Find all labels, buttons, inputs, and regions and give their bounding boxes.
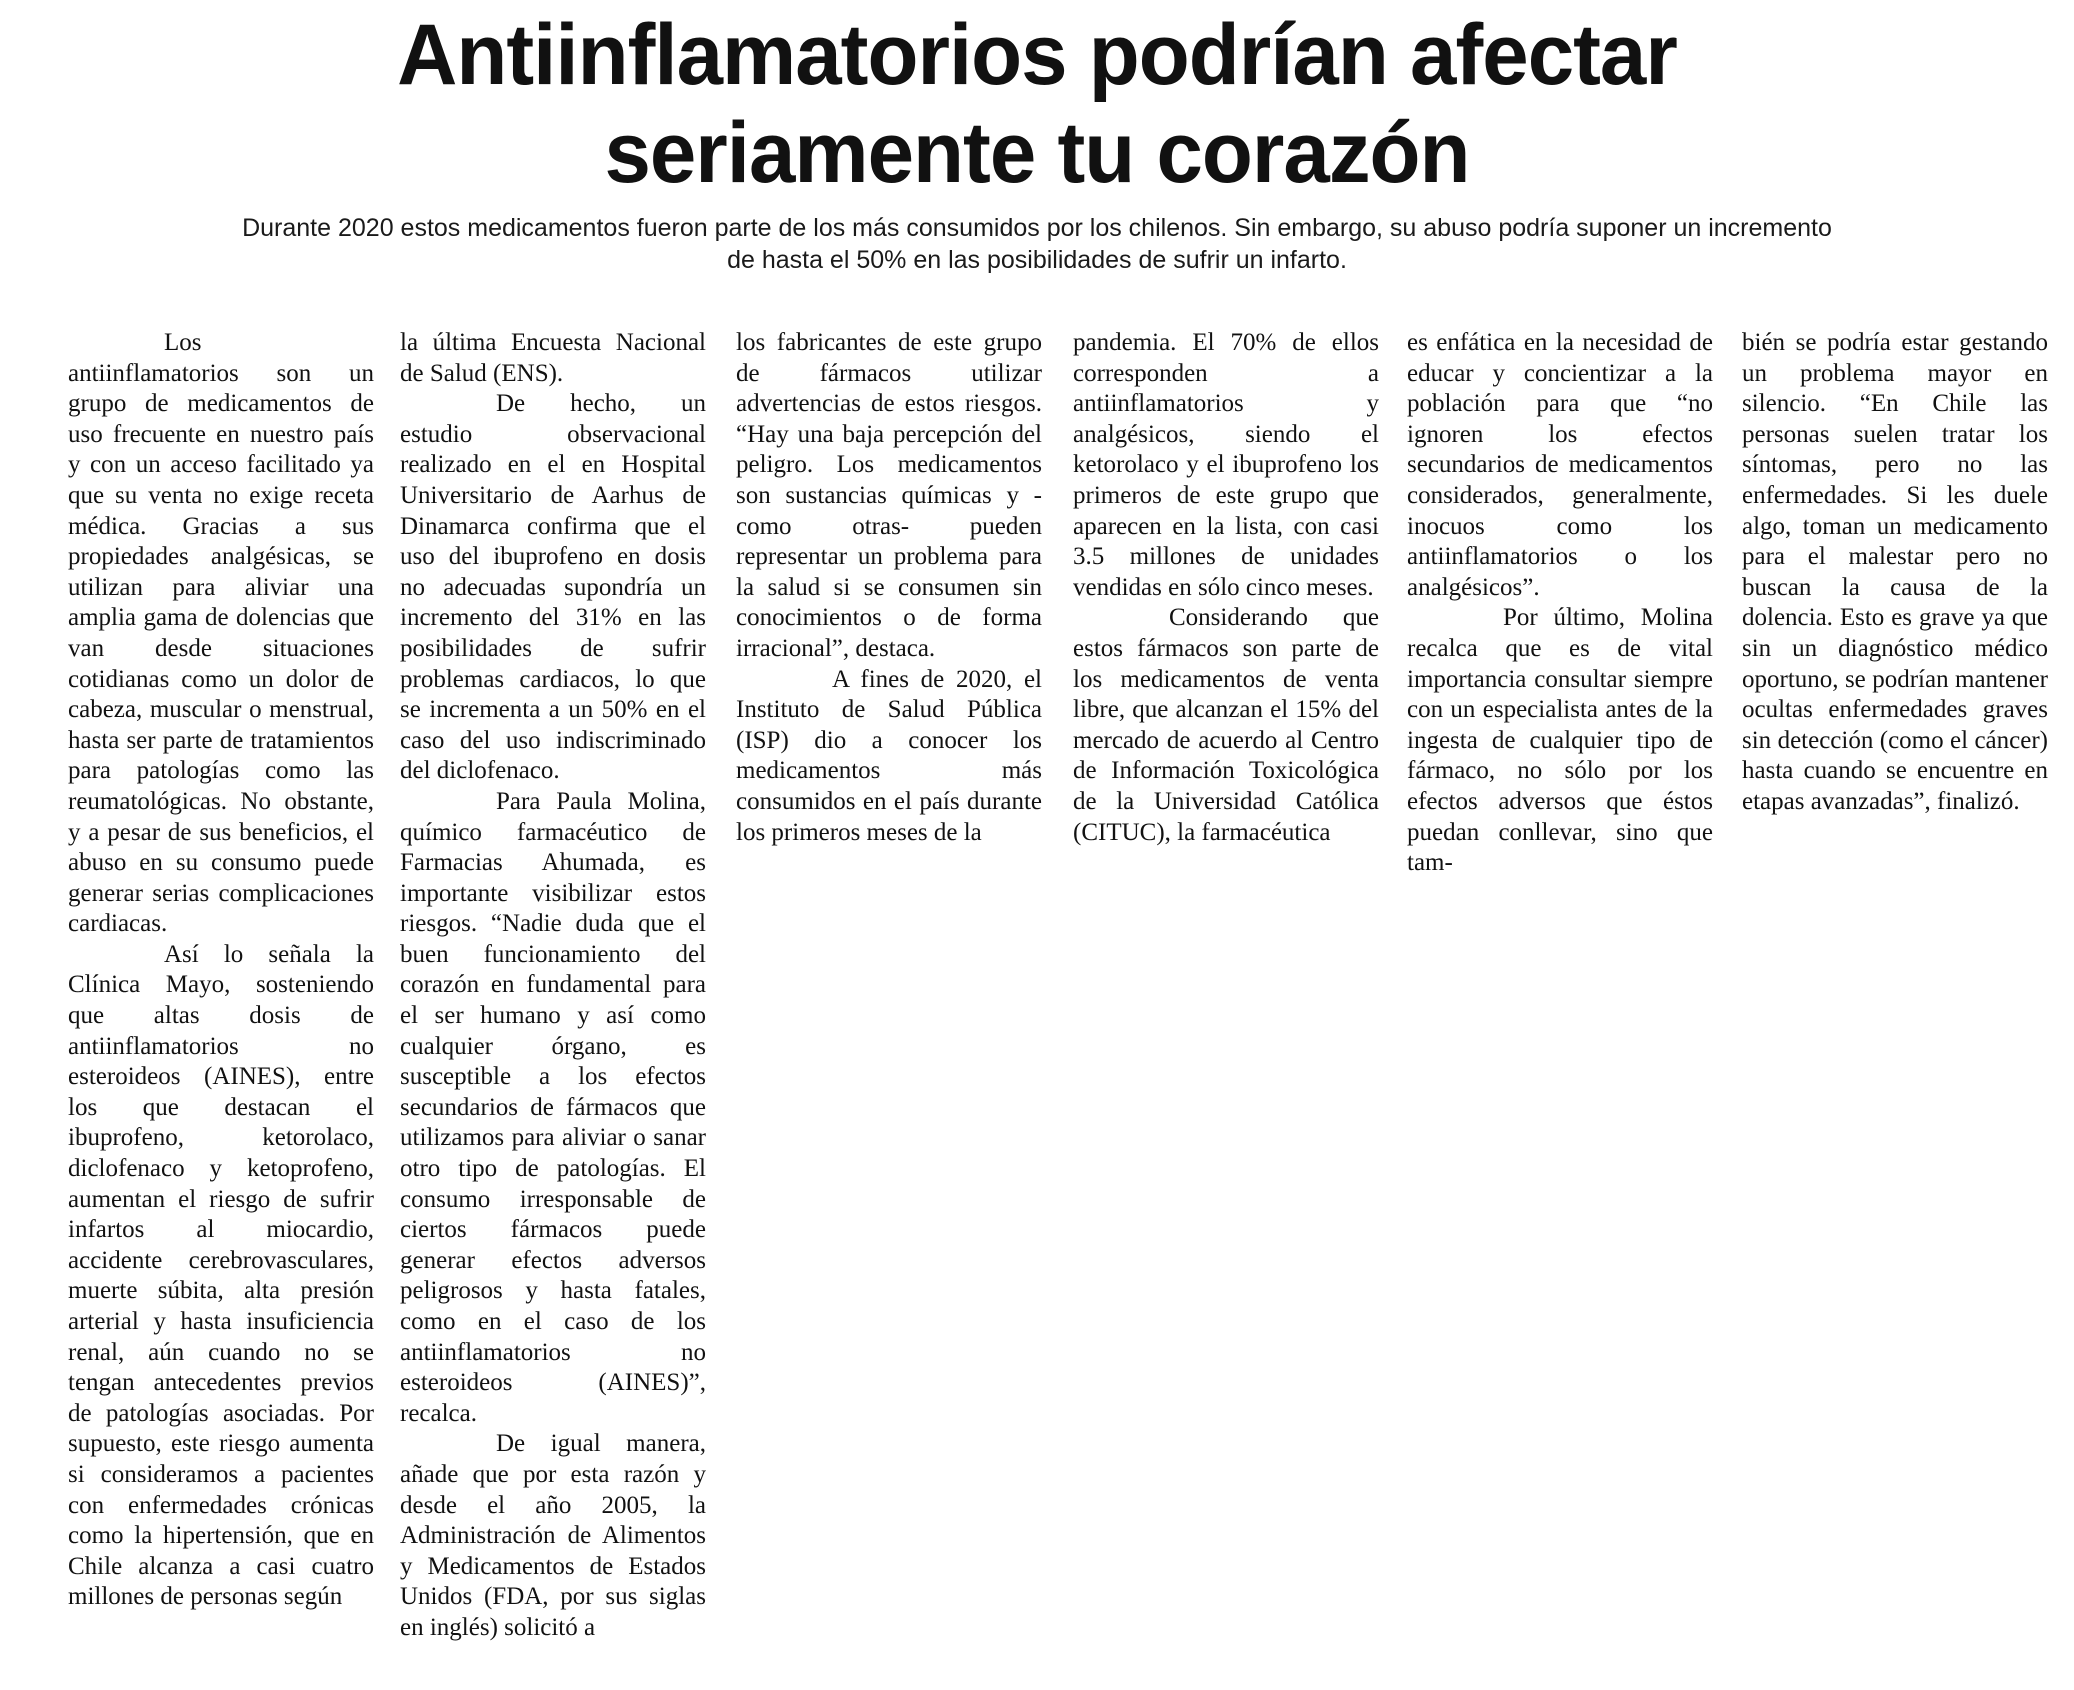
paragraph: Los antiinflamatorios son un grupo de medicamentos de uso frecuente en nuestro país y con un acceso facilitado ya que su venta no exige receta médica. Gracias a sus propiedades analgésicas, se utilizan para aliviar una amplia gama de dolencias que van desde situaciones cotidianas como un dolor de cabeza, muscular o menstrual, hasta ser parte de tratamientos para patologías como las reumatológicas. No obstante, y a pesar de sus beneficios, el abuso en su consumo puede generar serias complicaciones cardiacas.	[68, 329, 374, 938]
paragraph-continued: los fabricantes de este grupo de fármacos utilizar advertencias de estos riesgos. “Hay una baja percepción del peligro. Los medicamentos son sustancias químicas y -como otras- pueden representar un problema para la salud si se consumen sin conocimientos o de forma irracional”, destaca.	[736, 329, 1042, 662]
paragraph-continued: la última Encuesta Nacional de Salud (ENS).	[400, 329, 706, 387]
text-column-4	[1073, 328, 1379, 848]
deck-line-1: Durante 2020 estos medicamentos fueron parte de los más consumidos por los chilenos. Sin embargo, su abuso podría suponer un incremento	[242, 214, 1832, 242]
headline-line-2: seriamente tu corazón	[604, 105, 1470, 201]
paragraph-continued: pandemia. El 70% de ellos corresponden a antiinflamatorios y analgésicos, siendo el ketorolaco y el ibuprofeno los primeros de este grupo que aparecen en la lista, con casi 3.5 millones de unidades vendidas en sólo cinco meses.	[1073, 329, 1379, 601]
article-deck	[140, 212, 1934, 276]
headline-line-1: Antiinflamatorios podrían afectar	[397, 7, 1677, 103]
text-column-5	[1407, 328, 1713, 879]
paragraph: Por último, Molina recalca que es de vital importancia consultar siempre con un especialista antes de la ingesta de cualquier tipo de fármaco, no sólo por los efectos adversos que éstos puedan conllevar, sino que tam-	[1407, 604, 1713, 877]
paragraph: De hecho, un estudio observacional realizado en el en Hospital Universitario de Aarhus de Dinamarca confirma que el uso del ibuprofeno en dosis no adecuadas supondría un incremento del 31% en las posibilidades de sufrir problemas cardiacos, lo que se incrementa a un 50% en el caso del uso indiscriminado del diclofenaco.	[400, 390, 706, 785]
article-headline	[31, 6, 2043, 202]
paragraph: A fines de 2020, el Instituto de Salud Pública (ISP) dio a conocer los medicamentos más consumidos en el país durante los primeros meses de la	[736, 665, 1042, 846]
paragraph-continued: es enfática en la necesidad de educar y concientizar a la población para que “no ignoren los efectos secundarios de medicamentos considerados, generalmente, inocuos como los antiinflamatorios o los analgésicos”.	[1407, 329, 1713, 601]
text-column-1	[68, 328, 374, 1613]
deck-line-2: de hasta el 50% en las posibilidades de sufrir un infarto.	[727, 246, 1347, 274]
text-column-6	[1742, 328, 2048, 818]
text-column-3	[736, 328, 1042, 848]
paragraph: De igual manera, añade que por esta razón y desde el año 2005, la Administración de Alimentos y Medicamentos de Estados Unidos (FDA, por sus siglas en inglés) solicitó a	[400, 1430, 706, 1641]
paragraph: Considerando que estos fármacos son parte de los medicamentos de venta libre, que alcanzan el 15% del mercado de acuerdo al Centro de Información Toxicológica de la Universidad Católica (CITUC), la farmacéutica	[1073, 604, 1379, 846]
text-column-2	[400, 328, 706, 1644]
paragraph: Para Paula Molina, químico farmacéutico de Farmacias Ahumada, es importante visibilizar estos riesgos. “Nadie duda que el buen funcionamiento del corazón en fundamental para el ser humano y así como cualquier órgano, es susceptible a los efectos secundarios de fármacos que utilizamos para aliviar o sanar otro tipo de patologías. El consumo irresponsable de ciertos fármacos puede generar efectos adversos peligrosos y hasta fatales, como en el caso de los antiinflamatorios no esteroideos (AINES)”, recalca.	[400, 787, 706, 1427]
paragraph: Así lo señala la Clínica Mayo, sosteniendo que altas dosis de antiinflamatorios no esteroideos (AINES), entre los que destacan el ibuprofeno, ketorolaco, diclofenaco y ketoprofeno, aumentan el riesgo de sufrir infartos al miocardio, accidente cerebrovasculares, muerte súbita, alta presión arterial y hasta insuficiencia renal, aún cuando no se tengan antecedentes previos de patologías asociadas. Por supuesto, este riesgo aumenta si consideramos a pacientes con enfermedades crónicas como la hipertensión, que en Chile alcanza a casi cuatro millones de personas según	[68, 940, 374, 1611]
paragraph-continued: bién se podría estar gestando un problema mayor en silencio. “En Chile las personas suelen tratar los síntomas, pero no las enfermedades. Si les duele algo, toman un medicamento para el malestar pero no buscan la causa de la dolencia. Esto es grave ya que sin un diagnóstico médico oportuno, se podrían mantener ocultas enfermedades graves sin detección (como el cáncer) hasta cuando se encuentre en etapas avanzadas”, finalizó.	[1742, 329, 2048, 815]
